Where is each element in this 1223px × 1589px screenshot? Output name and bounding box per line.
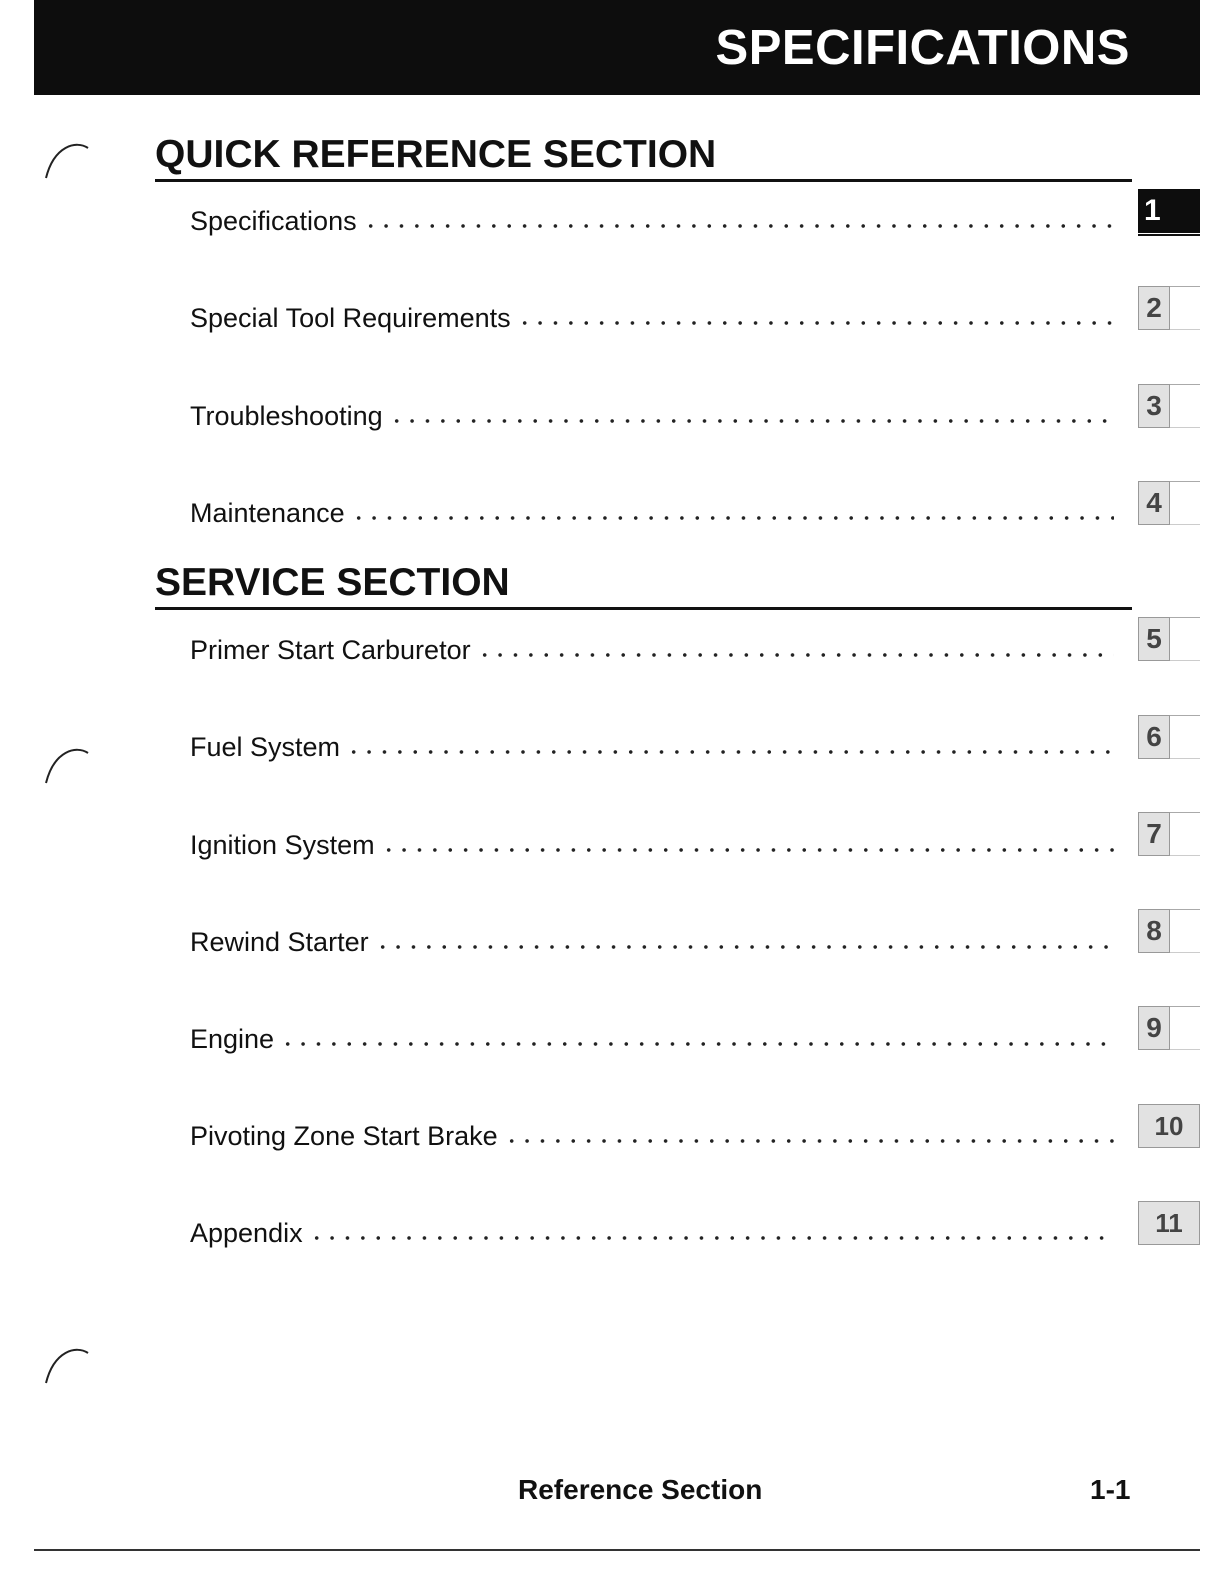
tab-number: 10 [1138,1104,1200,1148]
toc-item-maintenance[interactable] [190,490,1114,530]
tab-number: 8 [1138,909,1170,953]
dot-leader [351,513,1114,523]
footer-page-number: 1-1 [1090,1474,1131,1505]
toc-item-label: Specifications [190,206,357,236]
toc-item-label: Fuel System [190,732,341,762]
dot-leader [389,416,1114,426]
dot-leader [477,650,1114,660]
section-tab-6[interactable] [1138,715,1200,759]
section-tab-7[interactable] [1138,812,1200,856]
section-tab-11[interactable] [1138,1201,1200,1245]
footer-section-title: Reference Section [518,1474,763,1505]
section-tab-8[interactable] [1138,909,1200,953]
toc-item-specifications[interactable] [190,198,1114,238]
section-tab-1[interactable] [1138,189,1200,233]
section-heading-quick-reference: QUICK REFERENCE SECTION [155,133,1132,182]
section-heading-service: SERVICE SECTION [155,561,1132,610]
toc-item-pivoting-zone-start-brake[interactable] [190,1113,1114,1153]
section-tab-3[interactable] [1138,384,1200,428]
section-tab-5[interactable] [1138,617,1200,661]
tab-number: 11 [1138,1201,1200,1245]
dot-leader [280,1039,1114,1049]
binder-hole-mark [40,140,94,180]
binder-hole-mark [40,745,94,785]
section-tab-9[interactable] [1138,1006,1200,1050]
toc-item-primer-start-carburetor[interactable] [190,627,1114,667]
dot-leader [375,942,1114,952]
dot-leader [381,845,1114,855]
toc-item-engine[interactable] [190,1016,1114,1056]
dot-leader [363,221,1114,231]
section-tab-2[interactable] [1138,286,1200,330]
tab-number: 2 [1138,286,1170,330]
section-tab-10[interactable] [1138,1104,1200,1148]
toc-item-ignition-system[interactable] [190,822,1114,862]
toc-item-label: Pivoting Zone Start Brake [190,1121,498,1151]
toc-item-label: Ignition System [190,830,375,860]
tab-number: 5 [1138,617,1170,661]
dot-leader [504,1136,1114,1146]
tab-number: 7 [1138,812,1170,856]
tab-number: 1 [1138,189,1200,233]
page-title: SPECIFICATIONS [715,21,1130,75]
toc-item-label: Troubleshooting [190,401,383,431]
toc-item-label: Engine [190,1024,275,1054]
tab-underline [1138,234,1200,236]
dot-leader [309,1233,1114,1243]
toc-item-label: Maintenance [190,498,345,528]
toc-item-label: Primer Start Carburetor [190,635,471,665]
toc-item-rewind-starter[interactable] [190,919,1114,959]
tab-number: 4 [1138,481,1170,525]
toc-item-label: Rewind Starter [190,927,369,957]
toc-item-label: Appendix [190,1218,303,1248]
toc-item-label: Special Tool Requirements [190,303,511,333]
dot-leader [517,318,1114,328]
toc-item-fuel-system[interactable] [190,724,1114,764]
toc-item-appendix[interactable] [190,1210,1114,1250]
toc-item-troubleshooting[interactable] [190,393,1114,433]
tab-number: 9 [1138,1006,1170,1050]
section-tab-4[interactable] [1138,481,1200,525]
dot-leader [346,747,1114,757]
tab-number: 3 [1138,384,1170,428]
footer-rule [34,1549,1200,1551]
binder-hole-mark [40,1345,94,1385]
header-bar [34,0,1200,95]
tab-number: 6 [1138,715,1170,759]
toc-item-special-tool-requirements[interactable] [190,295,1114,335]
